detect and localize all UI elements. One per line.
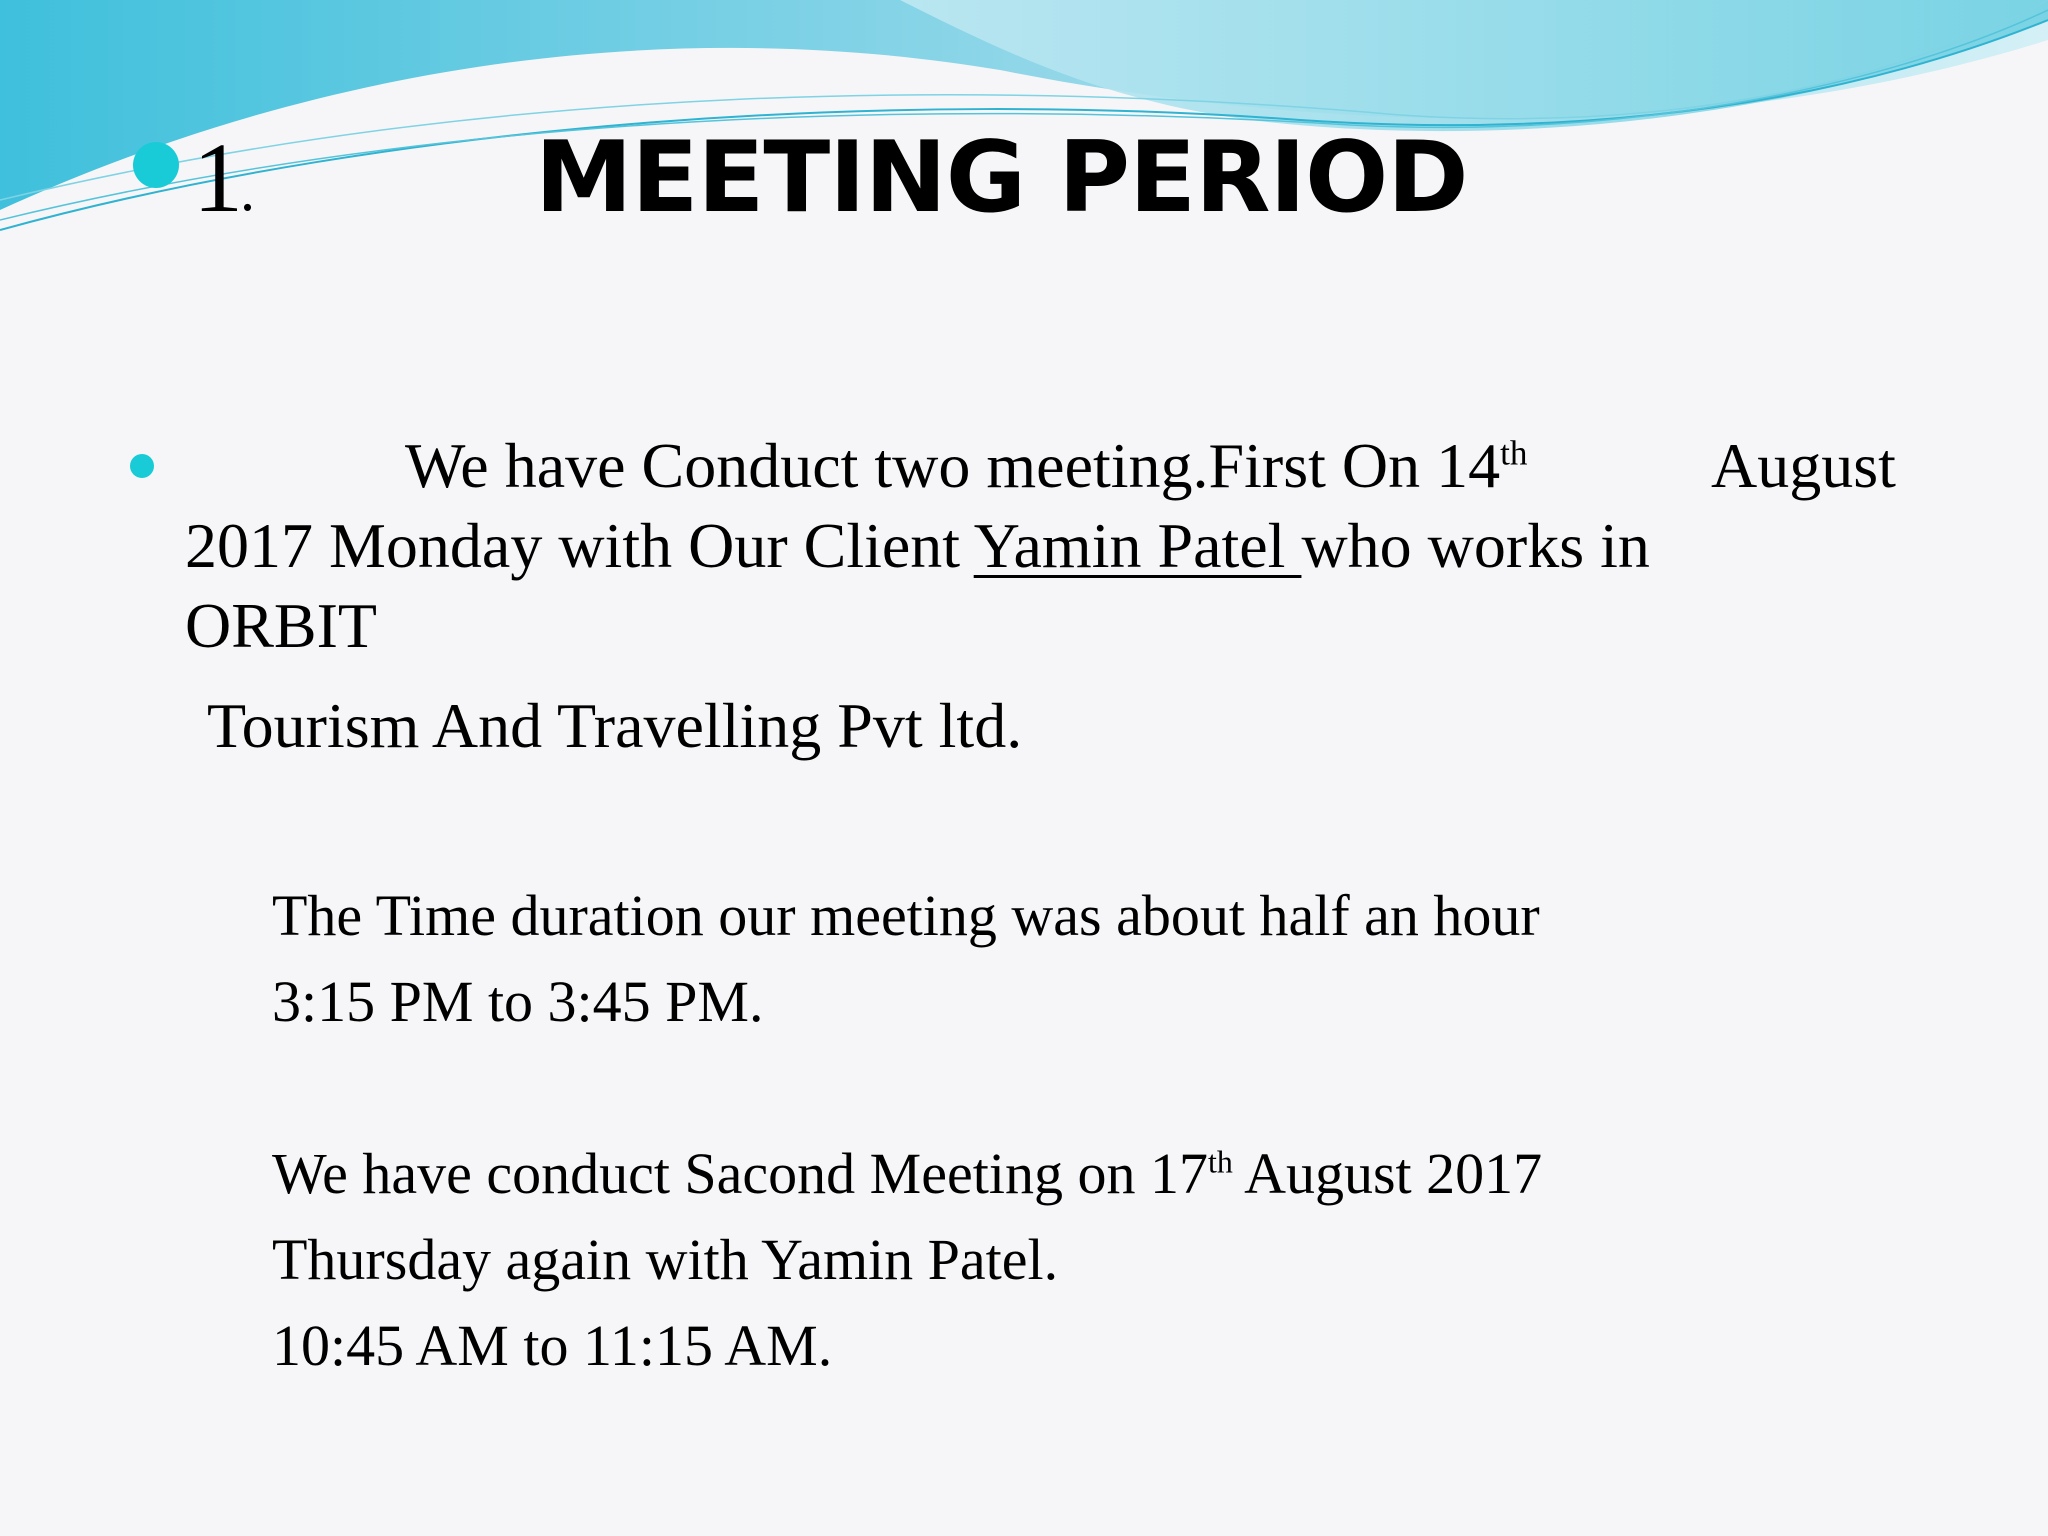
ordinal-suffix: th [1207,1144,1233,1180]
paragraph-line-1 [405,426,1528,506]
paragraph-line-4: Tourism And Travelling Pvt ltd. [207,690,1023,761]
meeting2-day: Thursday again with Yamin Patel. [272,1227,1059,1292]
ordinal-suffix: th [1500,433,1528,473]
paragraph-line-3: ORBIT [185,590,377,661]
title-number: 1 [193,122,243,233]
meeting1-time: 3:15 PM to 3:45 PM. [272,969,764,1034]
meeting2-time: 10:45 AM to 11:15 AM. [272,1313,833,1378]
meeting2-heading [272,1138,1542,1210]
client-name-link[interactable]: Yamin Patel [973,510,1302,581]
paragraph-bullet-icon [130,454,154,478]
title-bullet-icon [133,142,179,188]
paragraph-line-2 [185,506,1650,586]
meeting1-duration: The Time duration our meeting was about half an hour [272,883,1540,948]
page-title: MEETING PERIOD [535,121,1468,235]
meeting2-heading-text: We have conduct Sacond Meeting on 17 [272,1141,1208,1206]
meeting2-heading-date: August 2017 [1232,1141,1543,1206]
paragraph-line-2-tail: who works in [1301,510,1650,581]
paragraph-line-1-month: August [1711,430,1896,501]
title-number-suffix: . [240,157,255,223]
paragraph-line-2-text: 2017 Monday with Our Client [185,510,974,581]
paragraph-line-1-text: We have Conduct two meeting.First On 14 [405,430,1501,501]
